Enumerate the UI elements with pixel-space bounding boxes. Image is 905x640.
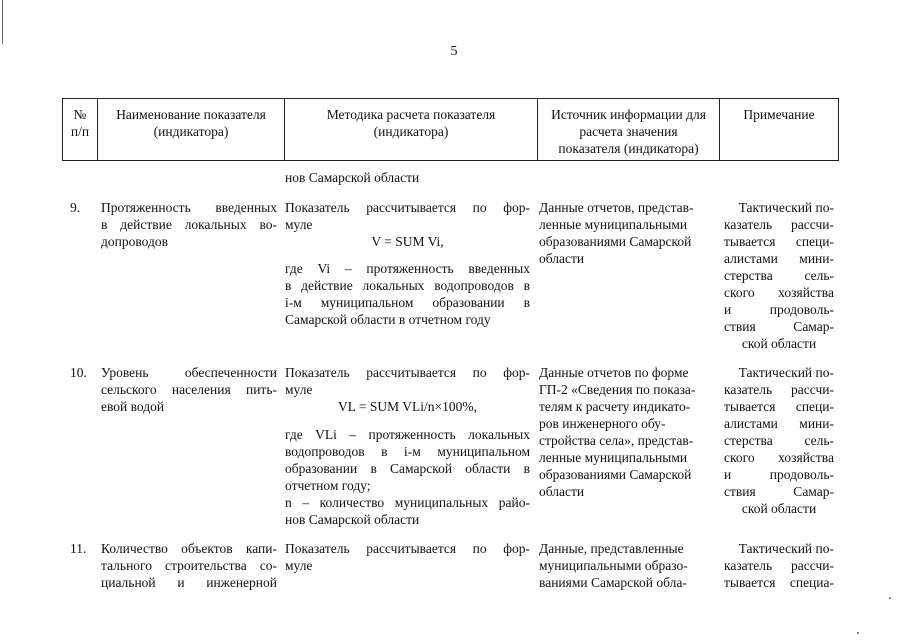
row-method-line: где Vi – протяженность введенных [285, 261, 530, 276]
header-source-line: показателя (индикатора) [558, 141, 699, 156]
row-number: 10. [70, 365, 87, 380]
row-method-line: n – количество муниципальных райо- [285, 495, 530, 510]
row-name-line: Количество объектов капи- [101, 541, 277, 556]
row-name-line: Уровень обеспеченности [101, 365, 277, 380]
scan-speck [857, 632, 859, 634]
row-source-line: образованиями Самарской [539, 467, 692, 482]
header-num-line: п/п [70, 124, 90, 139]
row-method-line: образовании в Самарской области в [285, 461, 530, 476]
row-note-line: казатель рассчи- [724, 558, 834, 573]
row-method-line: где VLi – протяженность локальных [285, 427, 530, 442]
row-method-line: в действие локальных водопроводов в [285, 278, 530, 293]
row-method-line: нов Самарской области [285, 512, 420, 527]
row-note-line: ствия Самар- [724, 319, 834, 334]
header-source-line: Источник информации для [551, 107, 706, 122]
row-source-line: Данные, представленные [539, 541, 684, 556]
header-method [285, 99, 538, 160]
row-method-line: Самарской области в отчетном году [285, 312, 491, 327]
header-name-line: (индикатора) [153, 124, 229, 139]
row-source-line: ленные муниципальными [539, 217, 688, 232]
row-name-line: в действие локальных во- [101, 217, 277, 232]
row-method-line: муле [285, 382, 313, 397]
row-source-line: телям к расчету индикато- [539, 399, 691, 414]
row-source-line: ваниями Самарской обла- [539, 575, 687, 590]
row-note-line: тывается специ- [724, 234, 834, 249]
row-method-line: муле [285, 558, 313, 573]
row-source-line: ГП-2 «Сведения по показа- [539, 382, 696, 397]
row-note-line: и продоволь- [724, 467, 834, 482]
row-note-line: алистами мини- [724, 416, 834, 431]
row-method-line: Показатель рассчитывается по фор- [285, 200, 530, 215]
row-note-line: тывается специа- [724, 575, 834, 590]
row-source-line: муниципальными образо- [539, 558, 688, 573]
header-num-line: № [73, 107, 87, 122]
header-name-line: Наименование показателя [116, 107, 266, 122]
row-source-line: ров инженерного обу- [539, 416, 666, 431]
row-note-line: ского хозяйства [724, 450, 834, 465]
row-source-line: образованиями Самарской [539, 234, 692, 249]
table-header [62, 98, 839, 161]
row-method-line: Показатель рассчитывается по фор- [285, 365, 530, 380]
row-note-line: Тактический по- [738, 365, 834, 380]
header-source-line: расчета значения [579, 124, 678, 139]
scan-speck [889, 597, 891, 599]
row-note-line: ской области [741, 501, 817, 516]
row-note-line: стерства сель- [724, 433, 834, 448]
row-formula: V = SUM Vi, [371, 234, 444, 249]
header-name [98, 99, 285, 160]
row-method-line: i-м муниципальном образовании в [285, 295, 530, 310]
row-note-line: Тактический по- [738, 541, 834, 556]
header-num [63, 99, 98, 160]
row-name-line: циальной и инженерной [101, 575, 277, 590]
row-name-line: допроводов [101, 234, 168, 249]
row-method-line: водопроводов в i-м муниципальном [285, 444, 530, 459]
row-note-line: и продоволь- [724, 302, 834, 317]
row-note-line: стерства сель- [724, 268, 834, 283]
row-note-line: ствия Самар- [724, 484, 834, 499]
row-source-line: области [539, 484, 585, 499]
row-note-line: казатель рассчи- [724, 382, 834, 397]
row-method-line: муле [285, 217, 313, 232]
row-source-line: стройства села», представ- [539, 433, 694, 448]
row-source-line: ленные муниципальными [539, 450, 688, 465]
page-edge-line [2, 0, 3, 44]
row-source-line: Данные отчетов по форме [539, 365, 689, 380]
row-note-line: Тактический по- [738, 200, 834, 215]
row-method-line: Показатель рассчитывается по фор- [285, 541, 530, 556]
row-note-line: ского хозяйства [724, 285, 834, 300]
row-name-line: Протяженность введенных [101, 200, 277, 215]
row-number: 11. [70, 541, 87, 556]
page-number: 5 [450, 44, 458, 59]
header-source [538, 99, 720, 160]
header-method-line: Методика расчета показателя [326, 107, 496, 122]
header-note [720, 99, 838, 160]
row-method-line: отчетном году; [285, 478, 371, 493]
header-note-line: Примечание [743, 107, 815, 122]
row-formula: VL = SUM VLi/n×100%, [338, 399, 477, 414]
continuation-text: нов Самарской области [285, 170, 420, 185]
row-name-line: тального строительства со- [101, 558, 277, 573]
row-number: 9. [70, 200, 81, 215]
row-source-line: области [539, 251, 585, 266]
row-source-line: Данные отчетов, представ- [539, 200, 694, 215]
header-method-line: (индикатора) [373, 124, 449, 139]
row-note-line: тывается специ- [724, 399, 834, 414]
row-note-line: казатель рассчи- [724, 217, 834, 232]
row-name-line: сельского населения пить- [101, 382, 277, 397]
row-note-line: алистами мини- [724, 251, 834, 266]
row-note-line: ской области [741, 336, 817, 351]
row-name-line: евой водой [101, 399, 165, 414]
